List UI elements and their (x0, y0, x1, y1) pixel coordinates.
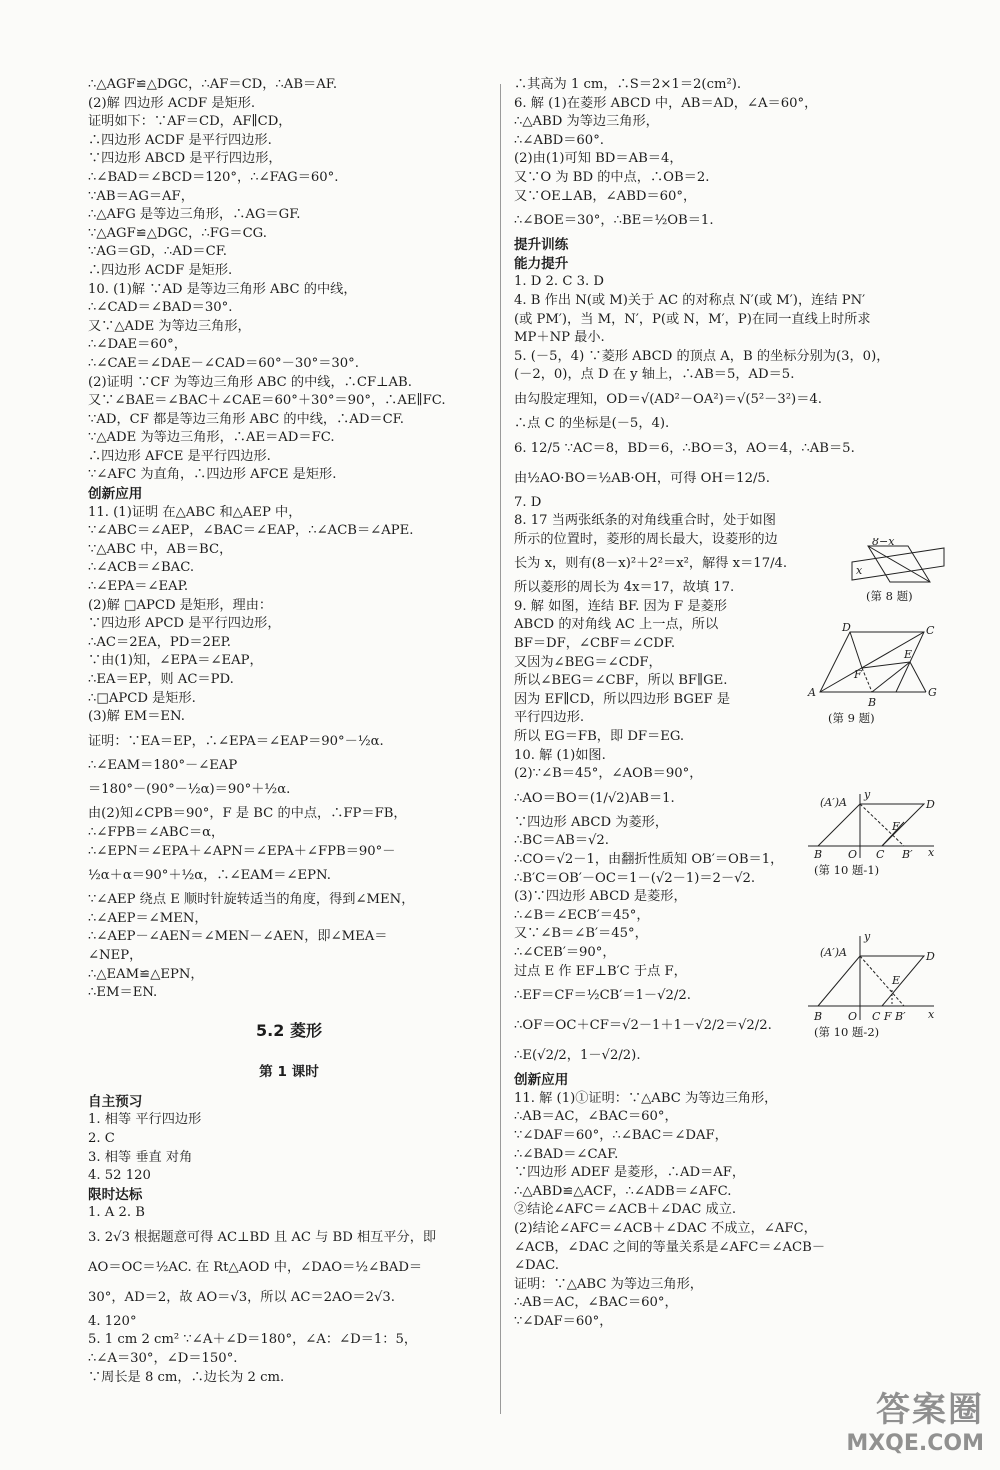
text-line: ∵四边形 ABCD 为菱形， (514, 814, 669, 830)
watermark-url: MXQE.COM (846, 1431, 984, 1456)
text-line: ∴AB＝AC，∠BAC＝60°， (514, 1109, 678, 1125)
watermark-logo: 答案圈 (876, 1390, 984, 1430)
text-line: 证明：∵△ABC 为等边三角形， (514, 1276, 703, 1292)
watermark (846, 1382, 984, 1456)
text-line: 4. 120° (88, 1313, 137, 1329)
text-line: 4. B 作出 N(或 M)关于 AC 的对称点 N′(或 M′)，连结 PN′ (514, 292, 866, 308)
text-line: 又∵∠B＝∠B′＝45°， (514, 926, 648, 942)
text-line: 又∵O 为 BD 的中点，∴OB＝2. (514, 169, 710, 185)
text-line: ∴∠DAE＝60°， (88, 337, 187, 353)
text-line: ∴AO＝BO＝(1/√2)AB＝1. (514, 790, 675, 806)
svg-text:x: x (928, 1008, 935, 1021)
text-line: 又因为∠BEG＝∠CDF， (514, 654, 662, 670)
text-line: 11. 解 (1)①证明：∵△ABC 为等边三角形， (514, 1090, 778, 1106)
svg-text:B: B (814, 1010, 823, 1022)
left-column (88, 76, 490, 1387)
text-line: (或 PM′)，当 M，N′，P(或 N，M′，P)在同一直线上时所求 (514, 311, 871, 327)
text-line: 4. 52 120 (88, 1168, 151, 1184)
text-line: 又∵∠BAE＝∠BAC＋∠CAE＝60°＋30°＝90°，∴AE∥FC. (88, 393, 446, 409)
text-line: ∴∠ABD＝60°. (514, 132, 604, 148)
text-line: ½α＋α＝90°＋½α，∴∠EAM＝∠EPN. (88, 868, 331, 884)
text-line: ∴∠EPA＝∠EAP. (88, 579, 189, 595)
text-line: 由(2)知∠CPB＝90°，F 是 BC 的中点，∴FP＝FB， (88, 806, 407, 822)
text-line: 10. (1)解 ∵AD 是等边三角形 ABC 的中线， (88, 281, 357, 297)
svg-text:C: C (926, 624, 935, 637)
text-line: 过点 E 作 EF⊥B′C 于点 F， (514, 963, 687, 979)
section-heading: 创新应用 (514, 1072, 569, 1089)
svg-text:B: B (814, 848, 823, 860)
text-line: 由½AO·BO＝½AB·OH，可得 OH＝12/5. (514, 470, 770, 486)
text-line: 所以 EG＝FB，即 DF＝EG. (514, 729, 685, 745)
text-line: 1. 相等 平行四边形 (88, 1112, 202, 1128)
figure-10-2 (808, 934, 938, 1040)
figure-8 (848, 538, 948, 608)
text-line: 因为 EF∥CD，所以四边形 BGEF 是 (514, 691, 731, 707)
svg-text:G: G (928, 686, 937, 699)
text-line: ∴△ABD≌△ACF，∴∠ADB＝∠AFC. (514, 1183, 732, 1199)
text-line: ∴∠B＝∠ECB′＝45°， (514, 907, 650, 923)
text-line: ∵AB＝AG＝AF， (88, 188, 194, 204)
text-line: ∵∠DAF＝60°，∴∠BAC＝∠DAF， (514, 1127, 728, 1143)
text-line: ∴∠AEP－∠AEN＝∠MEN－∠AEN，即∠MEA＝ (88, 929, 388, 945)
text-line: ∴△AFG 是等边三角形，∴AG＝GF. (88, 207, 301, 223)
text-line: 所以∠BEG＝∠CBF，所以 BF∥GE. (514, 673, 728, 689)
text-line: 30°，AD＝2，故 AO＝√3，所以 AC＝2AO＝2√3. (88, 1289, 395, 1305)
text-line: 1. D 2. C 3. D (514, 274, 604, 290)
text-line: ∵由(1)知，∠EPA＝∠EAP， (88, 653, 263, 669)
svg-text:C F B′: C F B′ (872, 1010, 906, 1022)
text-line: ∴△ABD 为等边三角形， (514, 114, 659, 130)
text-line: ∴其高为 1 cm，∴S＝2×1＝2(cm²). (514, 77, 742, 92)
text-line: 9. 解 如图，连结 BF. 因为 F 是菱形 (514, 598, 727, 614)
text-line: ∵四边形 ABCD 是平行四边形， (88, 151, 282, 167)
text-line: ∴EA＝EP，则 AC＝PD. (88, 672, 234, 687)
text-line: 7. D (514, 494, 542, 510)
text-line: ∵四边形 ADEF 是菱形，∴AD＝AF， (514, 1165, 746, 1181)
text-line: (2)解 四边形 ACDF 是矩形. (88, 95, 256, 111)
text-line: (－2，0)，点 D 在 y 轴上，∴AB＝5，AD＝5. (514, 367, 795, 383)
section-heading: 提升训练 (514, 237, 569, 254)
section-heading: 自主预习 (88, 1093, 143, 1110)
text-line: ∴AB＝AC，∠BAC＝60°， (514, 1295, 678, 1311)
text-line: ∴EF＝CF＝½CB′＝1－√2/2. (514, 988, 691, 1004)
text-line: ∵△ABC 中，AB＝BC， (88, 541, 233, 557)
text-line: 证明：∵EA＝EP，∴∠EPA＝∠EAP＝90°－½α. (88, 733, 384, 749)
text-line: ∠DAC. (514, 1258, 559, 1274)
text-line: 5. (－5，4) ∵菱形 ABCD 的顶点 A，B 的坐标分别为(3，0)， (514, 348, 890, 364)
text-line: ∴四边形 AFCE 是平行四边形. (88, 448, 271, 464)
text-line: ∴BC＝AB＝√2. (514, 833, 609, 849)
text-line: 又∵△ADE 为等边三角形， (88, 318, 251, 334)
text-line: ∴△AGF≌△DGC，∴AF＝CD，∴AB＝AF. (88, 77, 338, 92)
text-line: ∴△EAM≌△EPN， (88, 966, 204, 982)
text-line: ABCD 的对角线 AC 上一点，所以 (514, 617, 719, 633)
column-divider (500, 84, 501, 1414)
text-line: ∴∠AEP＝∠MEN， (88, 910, 208, 926)
svg-text:D: D (842, 622, 851, 634)
text-line: ∴四边形 ACDF 是平行四边形. (88, 132, 272, 148)
lesson-title: 第 1 课时 (259, 1063, 319, 1080)
svg-text:B′: B′ (902, 848, 913, 860)
text-line: 6. 解 (1)在菱形 ABCD 中，AB＝AD，∠A＝60°， (514, 95, 818, 111)
text-line: ∵∠ABC＝∠AEP，∠BAC＝∠EAP，∴∠ACB＝∠APE. (88, 523, 414, 539)
text-line: ∵△ADE 为等边三角形，∴AE＝AD＝FC. (88, 430, 335, 446)
text-line: 2. C (88, 1130, 115, 1146)
text-line: 8. 17 当两张纸条的对角线重合时，处于如图 (514, 513, 776, 529)
text-line: (3)∵四边形 ABCD 是菱形， (514, 889, 687, 905)
svg-text:y: y (864, 934, 871, 943)
text-line: ∴∠EAM＝180°－∠EAP (88, 757, 238, 773)
svg-text:C: C (876, 848, 885, 860)
text-line: 证明如下：∵AF＝CD，AF∥CD， (88, 114, 292, 130)
text-line: (3)解 EM＝EN. (88, 709, 185, 725)
text-line: 5. 1 cm 2 cm² ∵∠A＋∠D＝180°，∠A：∠D＝1：5， (88, 1332, 418, 1348)
text-line: ∵∠DAF＝60°， (514, 1313, 613, 1329)
text-line: 10. 解 (1)如图. (514, 747, 606, 763)
text-line: ∴OF＝OC＋CF＝√2－1＋1－√2/2＝√2/2. (514, 1018, 772, 1034)
svg-text:E: E (892, 974, 901, 987)
text-line: ∵AD，CF 都是等边三角形 ABC 的中线，∴AD＝CF. (88, 411, 404, 427)
text-line: ∵周长是 8 cm，∴边长为 2 cm. (88, 1369, 285, 1385)
figure-8-caption: (第 8 题) (866, 589, 913, 603)
text-line: ∴B′C＝OB′－OC＝1－(√2－1)＝2－√2. (514, 870, 756, 886)
text-line: ∵四边形 APCD 是平行四边形， (88, 616, 281, 632)
text-line: (2)解 □APCD 是矩形，理由： (88, 597, 273, 613)
text-line: ∴∠ACB＝∠BAC. (88, 560, 195, 576)
svg-text:B: B (868, 696, 877, 709)
text-line: ②结论∠AFC＝∠ACB＋∠DAC 成立. (514, 1202, 737, 1218)
text-line: ∴EM＝EN. (88, 985, 158, 1001)
section-heading: 创新应用 (88, 486, 143, 503)
text-line: ∴CO＝√2－1，由翻折性质知 OB′＝OB＝1， (514, 852, 784, 867)
svg-text:(A′)A: (A′)A (820, 796, 847, 809)
svg-text:E: E (904, 648, 913, 661)
text-line: (2)证明 ∵CF 为等边三角形 ABC 的中线，∴CF⊥AB. (88, 374, 412, 390)
text-line: AO＝OC＝½AC. 在 Rt△AOD 中，∠DAO＝½∠BAD＝ (88, 1259, 423, 1275)
section-heading: 限时达标 (88, 1186, 143, 1203)
svg-text:F: F (854, 668, 862, 681)
text-line: ∵∠AFC 为直角，∴四边形 AFCE 是矩形. (88, 467, 337, 483)
text-line: ∠NEP， (88, 947, 143, 963)
text-line: ∴点 C 的坐标是(－5，4). (514, 415, 670, 431)
text-line: 11. (1)证明 在△ABC 和△AEP 中， (88, 504, 302, 520)
text-line: 1. A 2. B (88, 1205, 145, 1221)
text-line: ∴∠CAE＝∠DAE－∠CAD＝60°－30°＝30°. (88, 355, 359, 371)
text-line: 长为 x，则有(8－x)²＋2²＝x²，解得 x＝17/4. (514, 556, 788, 572)
text-line: ∴∠CAD＝∠BAD＝30°. (88, 300, 233, 316)
section-heading: 能力提升 (514, 255, 569, 272)
svg-text:D: D (926, 950, 935, 963)
figure-10-1 (808, 792, 938, 878)
figure-10-1-caption: (第 10 题-1) (814, 863, 880, 877)
text-line: ∴∠BOE＝30°，∴BE＝½OB＝1. (514, 213, 714, 229)
text-line: ∴∠CEB′＝90°， (514, 944, 616, 960)
text-line: 3. 2√3 根据题意可得 AC⊥BD 且 AC 与 BD 相互平分，即 (88, 1229, 437, 1245)
text-line: 所以菱形的周长为 4x＝17，故填 17. (514, 580, 735, 596)
text-line: ∵△AGF≌△DGC，∴FG＝CG. (88, 225, 267, 241)
text-line: ∴□APCD 是矩形. (88, 690, 196, 706)
text-line: ＝180°－(90°－½α)＝90°＋½α. (88, 782, 291, 798)
text-line: (2)由(1)可知 BD＝AB＝4， (514, 151, 683, 167)
text-line: 3. 相等 垂直 对角 (88, 1149, 193, 1165)
text-line: ∴∠EPN＝∠EPA＋∠APN＝∠EPA＋∠FPB＝90°－ (88, 843, 396, 859)
svg-text:A: A (808, 686, 816, 699)
text-line: ∠ACB，∠DAC 之间的等量关系是∠AFC＝∠ACB－ (514, 1239, 826, 1255)
text-line: ∴∠BAD＝∠CAF. (514, 1146, 619, 1162)
text-line: 所示的位置时，菱形的周长最大，设菱形的边 (514, 531, 778, 547)
text-line: ∴∠FPB＝∠ABC＝α， (88, 824, 225, 840)
svg-text:D: D (926, 798, 935, 811)
text-line: MP＋NP 最小. (514, 330, 605, 346)
text-line: BF＝DF，∠CBF＝∠CDF. (514, 636, 676, 652)
svg-text:8−x: 8−x (872, 538, 895, 548)
text-line: ∵∠AEP 绕点 E 顺时针旋转适当的角度，得到∠MEN， (88, 892, 415, 908)
svg-text:O: O (848, 1010, 858, 1022)
text-line: ∵AG＝GD，∴AD＝CF. (88, 244, 227, 260)
text-line: 平行四边形. (514, 710, 585, 726)
text-line: 6. 12/5 ∵AC＝8，BD＝6，∴BO＝3，AO＝4，∴AB＝5. (514, 440, 855, 456)
text-line: (2)结论∠AFC＝∠ACB＋∠DAC 不成立，∠AFC， (514, 1220, 817, 1236)
svg-text:x: x (928, 846, 935, 859)
svg-text:x: x (856, 564, 863, 577)
figure-9 (800, 622, 940, 732)
figure-10-2-caption: (第 10 题-2) (814, 1025, 880, 1039)
svg-text:(A′)A: (A′)A (820, 946, 847, 959)
svg-text:E: E (892, 820, 901, 833)
figure-9-caption: (第 9 题) (828, 711, 875, 725)
svg-text:y: y (864, 792, 871, 801)
text-line: ∴E(√2/2，1－√2/2). (514, 1048, 641, 1064)
text-line: ∴四边形 ACDF 是矩形. (88, 262, 233, 278)
text-line: ∴∠A＝30°，∠D＝150°. (88, 1351, 238, 1367)
text-line: (2)∵∠B＝45°，∠AOB＝90°， (514, 766, 703, 782)
text-line: 又∵OE⊥AB，∠ABD＝60°， (514, 188, 697, 204)
text-line: 由勾股定理知，OD＝√(AD²－OA²)＝√(5²－3²)＝4. (514, 391, 822, 407)
svg-text:O: O (848, 848, 858, 860)
text-line: ∴∠BAD＝∠BCD＝120°，∴∠FAG＝60°. (88, 169, 339, 185)
text-line: ∴AC＝2EA，PD＝2EP. (88, 634, 231, 650)
section-title: 5.2 菱形 (256, 1020, 322, 1040)
